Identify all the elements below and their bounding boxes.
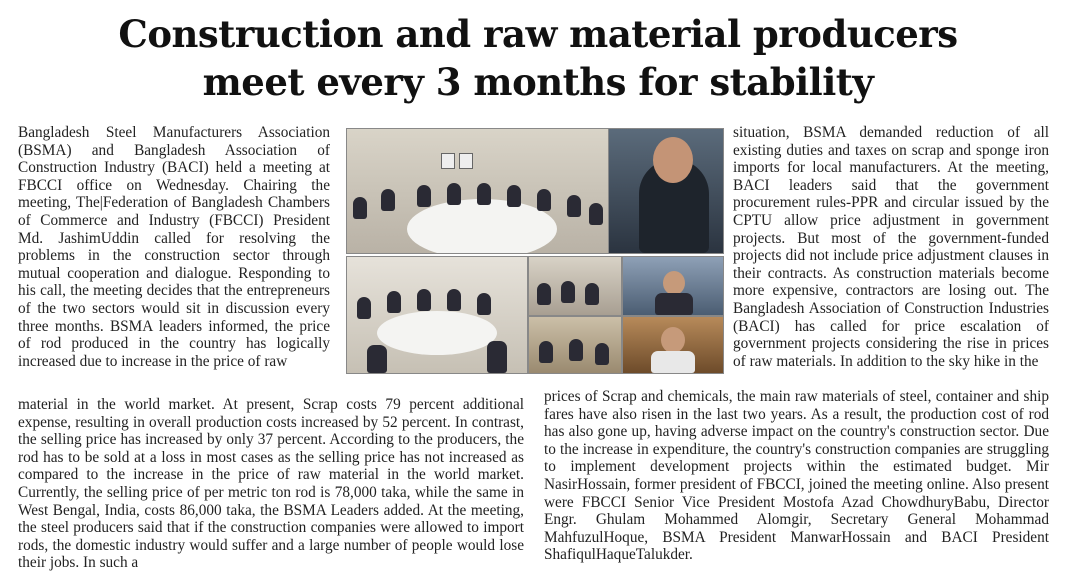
article-paragraph-right-bottom: prices of Scrap and chemicals, the main raw materials of steel, container and ship fares have also risen in the last two years. As a result, the production cost of rod has also gone up, having adverse impact on the country's construction sector. Due to the increase in expenditure, the country's construction companies are struggling to implement development projects within the estimated budget. Mir NasirHossain, former president of FBCCI, joined the meeting online. Also present were FBCCI Senior Vice President Mostofa Azad ChowdhuryBabu, Director Engr. Ghulam Mohammed Alomgir, Secretary General Mohammad MahfuzulHoque, BSMA President ManwarHossain and BACI President ShafiqulHaqueTalukder.	[544, 388, 1049, 564]
article-paragraph-right: situation, BSMA demanded reduction of all existing duties and taxes on scrap and sponge iron imports for local manufacturers. At the meeting, BACI leaders said that the government procurement rules-PPR and circular issued by the CPTU allow price adjustment in government projects. But most of the government-funded projects did not include price adjustment clauses in their contracts. As construction materials become more expensive, contractors are losing out. The Bangladesh Association of Construction Industries (BACI) has called for price escalation of government projects considering the rise in prices of raw materials. In addition to the sky hike in the	[733, 124, 1049, 370]
photo-speaker	[608, 128, 724, 254]
article-column-left-bottom	[18, 396, 524, 572]
participant-figure-icon	[651, 351, 695, 373]
person-icon	[539, 341, 553, 363]
participant-figure-icon	[655, 293, 693, 315]
speaker-head-icon	[653, 137, 693, 183]
person-icon	[353, 197, 367, 219]
person-icon	[561, 281, 575, 303]
person-icon	[387, 291, 401, 313]
headline-line-2: meet every 3 months for stability	[202, 60, 874, 104]
person-icon	[447, 289, 461, 311]
person-icon	[447, 183, 461, 205]
photo-side-room	[528, 256, 622, 316]
person-icon	[477, 293, 491, 315]
headline-line-1: Construction and raw material producers	[118, 12, 958, 56]
article-paragraph-left-bottom: material in the world market. At present, Scrap costs 79 percent additional expense, resulting in overall production costs increased by 52 percent. In contrast, the selling price has increased by only 37 percent. According to the producers, the rod has to be sold at a loss in most cases as the selling price has not increased as compared to the increase in the price of raw material in the world market. Currently, the selling price of per metric ton rod is 78,000 taka, while the same in West Bengal, India, costs 86,000 taka, the BSMA Leaders added. At the meeting, the steel producers said that if the construction companies were allowed to import rods, the domestic industry would suffer and a large number of people would lose their jobs. In such a	[18, 396, 524, 572]
photo-video-call-1	[622, 256, 724, 316]
person-icon	[585, 283, 599, 305]
person-icon	[487, 341, 507, 373]
person-icon	[507, 185, 521, 207]
wall-portrait-icon	[441, 153, 455, 169]
article-column-left	[18, 124, 330, 370]
person-icon	[589, 203, 603, 225]
article-column-right-bottom	[544, 388, 1049, 564]
table-shape	[407, 199, 557, 254]
photo-video-call-2	[622, 316, 724, 374]
person-icon	[477, 183, 491, 205]
person-icon	[381, 189, 395, 211]
article-paragraph-left: Bangladesh Steel Manufacturers Association (BSMA) and Bangladesh Association of Construction Industry (BACI) held a meeting at FBCCI office on Wednesday. Chairing the meeting, The|Federation of Bangladesh Chambers of Commerce and Industry (FBCCI) President Md. JashimUddin called for resolving the problems in the construction sector through mutual cooperation and dialogue. Responding to his call, the meeting decides that the entrepreneurs of the two sectors would sit in discussion every three months. BSMA leaders informed, the price of rod produced in the country has logically increased due to increase in the price of raw	[18, 124, 330, 370]
person-icon	[567, 195, 581, 217]
person-icon	[537, 189, 551, 211]
person-icon	[537, 283, 551, 305]
article-column-right	[733, 124, 1049, 370]
person-icon	[367, 345, 387, 373]
wall-portrait-icon	[459, 153, 473, 169]
person-icon	[357, 297, 371, 319]
participant-head-icon	[661, 327, 685, 353]
photo-meeting-room	[346, 256, 528, 374]
participant-head-icon	[663, 271, 685, 295]
photo-conference-table	[346, 128, 610, 254]
person-icon	[417, 289, 431, 311]
photo-room-three	[528, 316, 622, 374]
person-icon	[569, 339, 583, 361]
headline	[0, 10, 1076, 106]
meeting-photo-collage	[346, 128, 722, 372]
table-shape	[377, 311, 497, 355]
person-icon	[595, 343, 609, 365]
person-icon	[417, 185, 431, 207]
